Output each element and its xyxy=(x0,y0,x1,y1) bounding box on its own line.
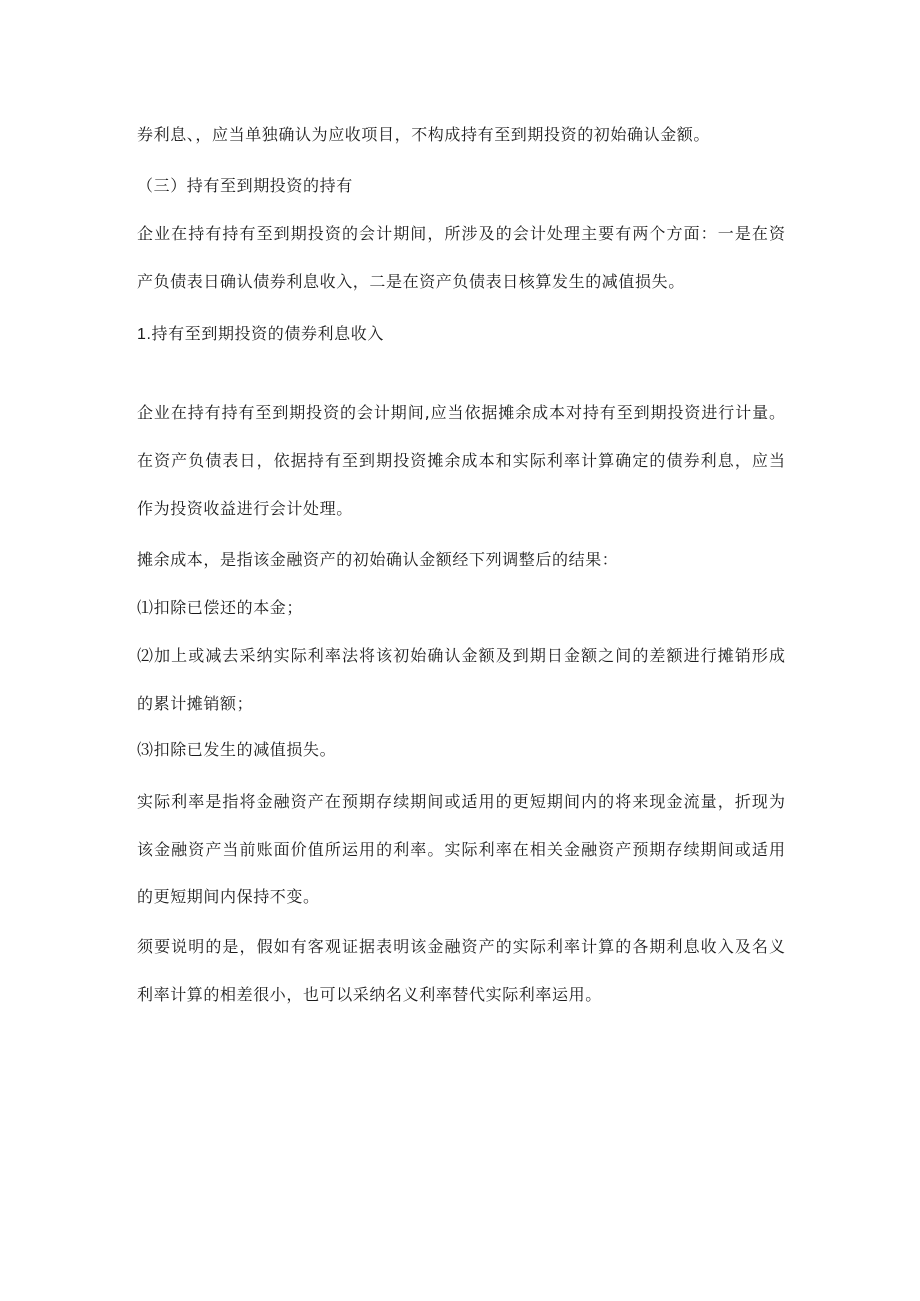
paragraph-line: 企业在持有持有至到期投资的会计期间，所涉及的会计处理主要有两个方面：一是在资 xyxy=(137,224,785,243)
paragraph-line: 的更短期间内保持不变。 xyxy=(137,887,320,906)
paragraph-line: 实际利率是指将金融资产在预期存续期间或适用的更短期间内的将来现金流量，折现为 xyxy=(137,792,785,811)
paragraph-line: 作为投资收益进行会计处理。 xyxy=(137,499,353,518)
paragraph-line: 摊余成本，是指该金融资产的初始确认金额经下列调整后的结果： xyxy=(137,550,619,569)
list-item: ⑴扣除已偿还的本金； xyxy=(137,598,304,617)
paragraph-line: 利率计算的相差很小，也可以采纳名义利率替代实际利率运用。 xyxy=(137,985,602,1004)
subsection-heading: 1.持有至到期投资的债券利息收入 xyxy=(137,326,384,343)
section-heading: （三）持有至到期投资的持有 xyxy=(137,176,353,195)
paragraph-line: 须要说明的是，假如有客观证据表明该金融资产的实际利率计算的各期利息收入及名义 xyxy=(137,937,785,956)
paragraph-line: 企业在持有持有至到期投资的会计期间,应当依据摊余成本对持有至到期投资进行计量。 xyxy=(137,403,785,422)
paragraph-line: 在资产负债表日，依据持有至到期投资摊余成本和实际利率计算确定的债券利息，应当 xyxy=(137,451,785,470)
list-item: ⑵加上或减去采纳实际利率法将该初始确认金额及到期日金额之间的差额进行摊销形成 xyxy=(137,646,785,665)
paragraph-line: 产负债表日确认债券利息收入，二是在资产负债表日核算发生的减值损失。 xyxy=(137,272,685,291)
list-item-continuation: 的累计摊销额； xyxy=(137,694,254,713)
list-item: ⑶扣除已发生的减值损失。 xyxy=(137,740,337,759)
paragraph-line: 券利息、，应当单独确认为应收项目，不构成持有至到期投资的初始确认金额。 xyxy=(137,125,711,144)
paragraph-line: 该金融资产当前账面价值所运用的利率。实际利率在相关金融资产预期存续期间或适用 xyxy=(137,840,785,859)
